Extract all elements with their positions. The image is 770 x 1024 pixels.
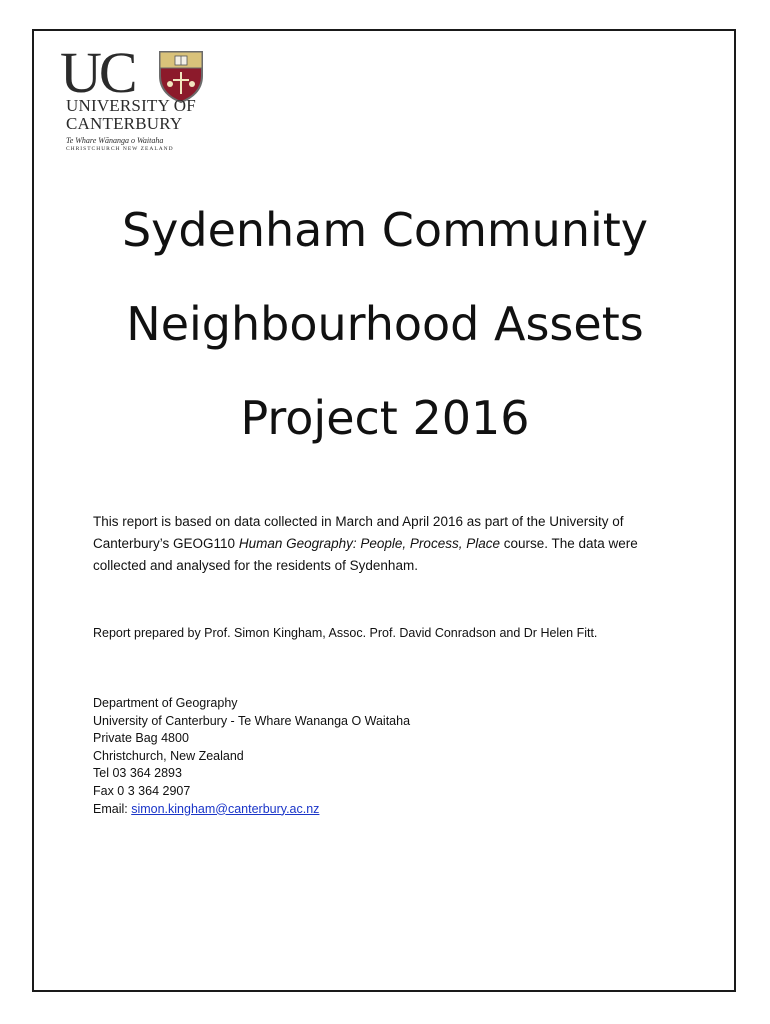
logo-text-maori-name: Te Whare Wānanga o Waitaha bbox=[66, 136, 164, 145]
intro-paragraph bbox=[93, 511, 693, 577]
logo-text-location: CHRISTCHURCH NEW ZEALAND bbox=[66, 146, 174, 152]
document-title-line-2: Neighbourhood Assets bbox=[126, 297, 644, 351]
contact-fax: Fax 0 3 364 2907 bbox=[93, 783, 191, 798]
university-logo bbox=[60, 40, 210, 160]
contact-university: University of Canterbury - Te Whare Wananga O Waitaha bbox=[93, 713, 411, 728]
contact-telephone: Tel 03 364 2893 bbox=[93, 766, 182, 781]
document-title-line-3: Project 2016 bbox=[240, 391, 530, 445]
document-title-line-1: Sydenham Community bbox=[121, 203, 649, 257]
email-link[interactable]: simon.kingham@canterbury.ac.nz bbox=[131, 801, 320, 816]
logo-initials: UC bbox=[60, 40, 135, 105]
contact-private-bag: Private Bag 4800 bbox=[93, 731, 189, 746]
contact-department: Department of Geography bbox=[93, 696, 238, 710]
logo-text-canterbury: CANTERBURY bbox=[66, 114, 183, 133]
intro-text-start: This report is based on data collected in March and April 2016 as part of the University of Canterbury’s GEOG110 bbox=[93, 514, 624, 551]
email-label: Email: bbox=[93, 801, 132, 816]
course-name: Human Geography: People, Process, Place bbox=[238, 536, 500, 551]
intro-text-end: course. The data were collected and analysed for the residents of Sydenham. bbox=[93, 536, 638, 573]
contact-email-row bbox=[93, 801, 693, 819]
logo-text-university-of: UNIVERSITY OF bbox=[66, 96, 196, 115]
contact-city: Christchurch, New Zealand bbox=[93, 748, 244, 763]
prepared-by: Report prepared by Prof. Simon Kingham, Assoc. Prof. David Conradson and Dr Helen Fitt. bbox=[93, 626, 598, 640]
contact-block bbox=[93, 695, 693, 818]
